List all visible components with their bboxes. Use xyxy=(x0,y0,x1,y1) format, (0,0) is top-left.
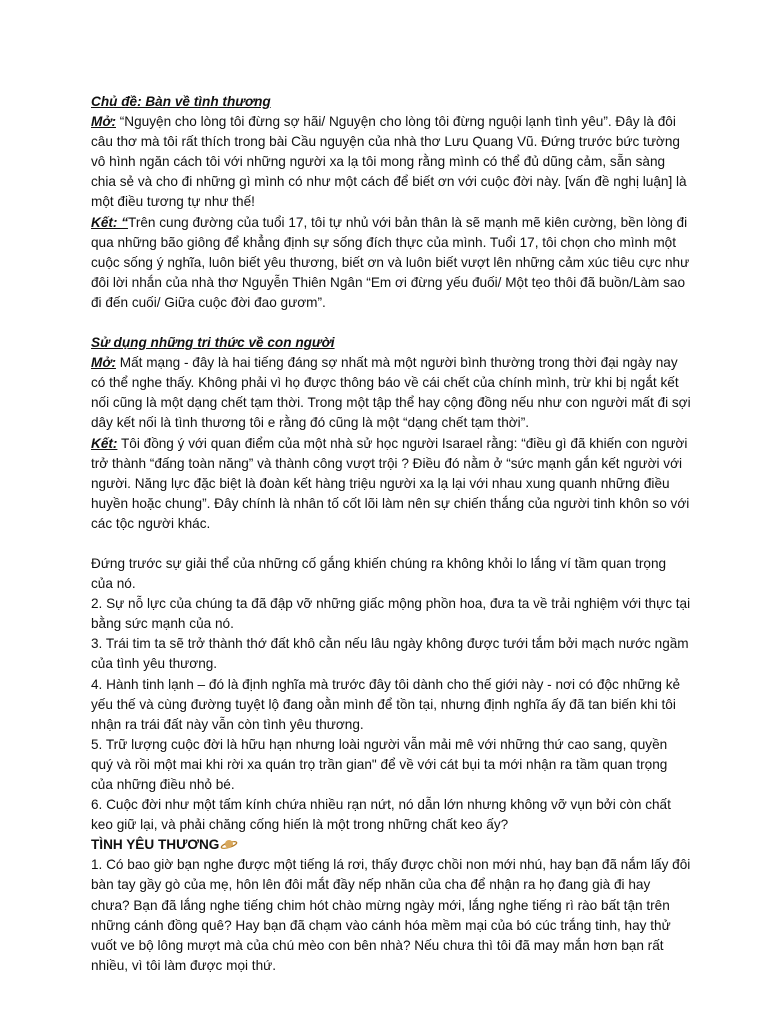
label-mo: Mở: xyxy=(91,114,116,130)
list-item: 3. Trái tim ta sẽ trở thành thớ đất khô cằn nếu lâu ngày không được tưới tắm bởi mạch nước ngầm của tình yêu thương. xyxy=(91,636,689,672)
heading-text: TÌNH YÊU THƯƠNG xyxy=(91,837,220,853)
section-heading-tri-thuc: Sử dụng những tri thức về con người xyxy=(91,335,335,351)
list-item: 5. Trữ lượng cuộc đời là hữu hạn nhưng loài người vẫn mải mê với những thứ cao sang, quyền quý và rồi một mai khi rời xa quán trọ trần gian" để về với cát bụi ta mới nhận ra tầm quan trọng của những điều nhỏ bé. xyxy=(91,736,668,792)
paragraph-mo-1 xyxy=(91,112,691,212)
paragraph-mo-2 xyxy=(91,353,691,433)
list-item: 6. Cuộc đời như một tấm kính chứa nhiều rạn nứt, nó dẫn lớn nhưng không vỡ vụn bởi còn chất keo giữ lại, và phải chăng cống hiến là một trong những chất keo ấy? xyxy=(91,797,671,833)
text-mo-1: “Nguyện cho lòng tôi đừng sợ hãi/ Nguyện cho lòng tôi đừng nguội lạnh tình yêu”. Đây là đôi câu thơ mà tôi rất thích trong bài Cầu nguyện của nhà thơ Lưu Quang Vũ. Đứng trước bức tường vô hình ngăn cách tôi với những người xa lạ tôi mong rằng mình có thể đủ dũng cảm, sẵn sàng chia sẻ và cho đi những gì mình có như một cách để biết ơn với cuộc đời này. [vấn đề nghị luận] là một điều tương tự như thế! xyxy=(91,114,687,210)
paragraph-ket-1 xyxy=(91,213,691,313)
paragraph-tinh-yeu-thuong-1: 1. Có bao giờ bạn nghe được một tiếng lá rơi, thấy được chồi non mới nhú, hay bạn đã nắm lấy đôi bàn tay gầy gò của mẹ, hôn lên đôi mắt đầy nếp nhăn của cha để nhận ra họ đang già đi hay chưa? Bạn đã lắng nghe tiếng chim hót chào mừng ngày mới, lắng nghe tiếng rì rào bất tận trên những cánh đồng quê? Hay bạn đã chạm vào cánh hóa mềm mại của bó cúc trắng tinh, hay thử vuốt ve bộ lông mượt mà của chú mèo con bên nhà? Nếu chưa thì tôi đã may mắn hơn bạn rất nhiều, vì tôi làm được mọi thứ. xyxy=(91,857,691,973)
ringed-planet-icon xyxy=(220,836,238,848)
spacer xyxy=(91,534,691,554)
section-heading-tinh-thuong: Chủ đề: Bàn về tình thương xyxy=(91,94,271,109)
label-ket: Kết: “ xyxy=(91,214,129,230)
section-heading-tinh-yeu-thuong xyxy=(91,835,691,855)
text-mo-2: Mất mạng - đây là hai tiếng đáng sợ nhất mà một người bình thường trong thời đại ngày nay có thể nghe thấy. Không phải vì họ được thông báo về cái chết của chính mình, trừ khi bị ngắt kết nối cũng là một dạng chết tạm thời. Trong một tập thể hay cộng đồng nếu như con người mất đi sợi dây kết nối là tình thương tôi e rằng đó cũng là một “dạng chết tạm thời”. xyxy=(91,355,691,431)
text-ket-1: Trên cung đường của tuổi 17, tôi tự nhủ với bản thân là sẽ mạnh mẽ kiên cường, bền lòng đi qua những bão giông để khẳng định sự sống đích thực của mình. Tuổi 17, tôi chọn cho mình một cuộc sống ý nghĩa, luôn biết yêu thương, biết ơn và luôn biết vượt lên những cảm xúc tiêu cực như đôi lời nhắn của nhà thơ Nguyễn Thiên Ngân “Em ơi đừng yếu đuối/ Một tẹo thôi đã buồn/Làm sao đi đến cuối/ Giữa cuộc đời đao gươm”. xyxy=(91,214,690,310)
list-item: 2. Sự nỗ lực của chúng ta đã đập vỡ những giấc mộng phồn hoa, đưa ta về trải nghiệm với thực tại bằng sức mạnh của nó. xyxy=(91,596,691,632)
paragraph-ket-2 xyxy=(91,434,691,534)
list-item: Đứng trước sự giải thể của những cố gắng khiến chúng ra không khỏi lo lắng ví tầm quan trọng của nó. xyxy=(91,555,667,592)
document-body xyxy=(91,92,691,976)
label-ket: Kết: xyxy=(91,435,118,451)
label-mo: Mở: xyxy=(91,355,116,371)
spacer xyxy=(91,313,691,333)
list-item: 4. Hành tinh lạnh – đó là định nghĩa mà trước đây tôi dành cho thế giới này - nơi có độc những kẻ yếu thế và cùng đường tuyệt lộ đang oằn mình để tồn tại, nhưng định nghĩa ấy đã tan biến khi tôi nhận ra trái đất này vẫn còn tình yêu thương. xyxy=(91,676,681,732)
text-ket-2: Tôi đồng ý với quan điểm của một nhà sử học người Isarael rằng: “điều gì đã khiến con người trở thành “đấng toàn năng” và thành công vượt trội ? Điều đó nằm ở “sức mạnh gắn kết người với người. Năng lực đặc biệt là đoàn kết hàng triệu người xa lạ lại với nhau xung quanh những điều huyền hoặc chung”. Đây chính là nhân tố cốt lõi làm nên sự chiến thắng của người tinh khôn so với các tộc người khác. xyxy=(91,435,690,531)
